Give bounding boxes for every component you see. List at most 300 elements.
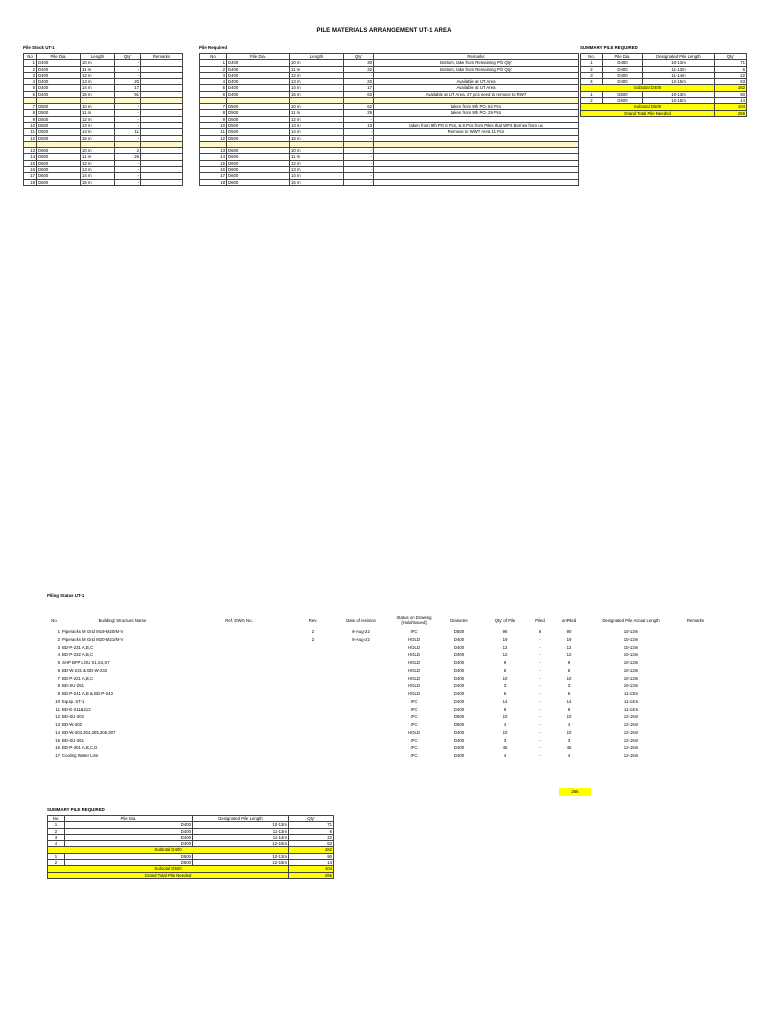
cell-unpiled: 10 [566, 714, 572, 720]
cell-dia: D500 [603, 98, 643, 104]
cell-dwg [184, 729, 294, 737]
subtotal-label: Subtotal D400 [581, 85, 715, 91]
cell-qty: 14 [502, 698, 508, 704]
cell-dia: D600 [227, 173, 290, 179]
cell-qty: 63 [715, 79, 747, 85]
cell-qty: - [115, 123, 141, 129]
table-row [47, 690, 717, 698]
cell-no: 2 [200, 66, 227, 72]
cell-dwg [184, 644, 294, 652]
table-row [47, 706, 717, 714]
cell-no: 18 [24, 179, 37, 185]
cell-no: 16 [55, 745, 60, 751]
summary-bottom-caption: SUMMARY PILE REQUIRED [47, 807, 105, 812]
cell-no: 5 [200, 85, 227, 91]
cell-piled: - [539, 660, 541, 665]
cell-name: BD-P-231 A,B,C [62, 644, 94, 650]
cell-piled: - [539, 737, 541, 743]
piling-status-table [47, 614, 717, 760]
cell-dia: D500 [37, 129, 81, 135]
cell-piled: - [539, 636, 541, 642]
cell-date: 9-Aug-22 [352, 629, 370, 634]
cell-no: 10 [24, 123, 37, 129]
cell-length: 11 m [81, 110, 115, 116]
cell-dia: D400 [453, 753, 465, 758]
cell-name: Piperacks M Grid M19-M20/M-V [62, 629, 124, 634]
cell-no: 8 [24, 110, 37, 116]
cell-piled: - [539, 729, 541, 735]
cell-dia: D400 [603, 60, 643, 66]
cell-qty: - [115, 166, 141, 172]
cell-dia: D400 [453, 729, 465, 735]
table-row [200, 179, 579, 185]
cell-remarks [674, 690, 717, 698]
cell-len: 12-15m [643, 79, 715, 85]
cell-name: BD-P-301 A,B,C,D [62, 745, 98, 751]
header-cell: Length [81, 54, 115, 60]
cell-dwg [184, 682, 294, 690]
cell-dia: D400 [453, 737, 465, 743]
cell-qty: - [115, 116, 141, 122]
cell-no: 3 [48, 834, 65, 840]
cell-no: 6 [24, 91, 37, 97]
cell-no: 8 [57, 683, 60, 689]
cell-status: HOLD [408, 644, 420, 650]
table-row [47, 698, 717, 706]
cell-length: 14 m [81, 173, 115, 179]
table-row [47, 752, 717, 760]
cell-date [332, 729, 390, 737]
cell-status: IFC [410, 737, 418, 743]
cell-unpiled: 6 [567, 691, 571, 696]
cell-dia: D500 [453, 629, 465, 634]
cell-rev: 2 [311, 629, 315, 634]
cell-qty: 71 [715, 60, 747, 66]
cell-date [332, 698, 390, 706]
cell-remarks [674, 721, 717, 729]
cell-no: 12 [200, 135, 227, 141]
cell-length: 14 m [81, 129, 115, 135]
table-row [47, 744, 717, 752]
cell-remarks: Remove to WWT Area 11 Pcs [374, 129, 579, 135]
subtotal-label: Grand Total Pile Needed [581, 110, 715, 116]
cell-no: 1 [200, 60, 227, 66]
cell-qty: 29 [344, 110, 374, 116]
cell-no: 5 [57, 660, 60, 665]
cell-len: 10-13m [623, 636, 639, 642]
cell-no: 13 [55, 722, 60, 727]
cell-length: 15 m [290, 135, 344, 141]
cell-no: 2 [581, 98, 603, 104]
cell-unpiled: 9 [567, 660, 571, 665]
cell-rev [294, 651, 332, 659]
cell-qty: 10 [502, 729, 508, 735]
cell-no: 12 [55, 714, 60, 720]
header-cell: Pile Dia. [65, 816, 193, 822]
cell-rev [294, 744, 332, 752]
subtotal-label: Subtotal D500 [48, 866, 289, 872]
cell-date [332, 682, 390, 690]
cell-length: 15 m [81, 91, 115, 97]
cell-len: 10-13m [623, 667, 639, 673]
cell-piled: - [539, 652, 541, 658]
cell-qty: - [344, 148, 374, 154]
cell-status: HOLD [408, 683, 420, 689]
cell-no: 10 [55, 698, 60, 704]
cell-dia: D400 [603, 66, 643, 72]
cell-length: 12 m [290, 116, 344, 122]
cell-qty: - [344, 72, 374, 78]
cell-piled: - [539, 691, 541, 696]
cell-len: 10-13m [623, 629, 639, 634]
cell-remarks [674, 752, 717, 760]
cell-remarks [674, 651, 717, 659]
cell-name: BD-P-232 A,B,C [62, 652, 94, 658]
cell-length: 12 m [81, 72, 115, 78]
header-cell: Qty' of Pile [494, 617, 516, 623]
header-cell: Rev. [308, 617, 318, 623]
cell-unpiled: 14 [566, 698, 572, 704]
cell-rev: 2 [311, 636, 315, 642]
cell-dwg [184, 744, 294, 752]
cell-len: 10-13m [623, 644, 639, 650]
cell-dia: D400 [453, 675, 465, 681]
cell-unpiled: 4 [567, 753, 571, 758]
cell-no: 1 [24, 60, 37, 66]
cell-rev [294, 675, 332, 683]
cell-no: 14 [55, 729, 60, 735]
cell-len: 12-15m [623, 753, 639, 758]
header-cell: No [24, 54, 37, 60]
cell-remarks [674, 706, 717, 714]
cell-no: 11 [55, 706, 60, 712]
cell-dia: D400 [37, 85, 81, 91]
cell-status: IFC [410, 629, 418, 634]
cell-qty: 8 [503, 706, 507, 712]
cell-no: 15 [200, 160, 227, 166]
cell-qty: 22 [715, 72, 747, 78]
cell-dia: D400 [227, 85, 290, 91]
cell-status: IFC [410, 753, 418, 758]
cell-no: 11 [24, 129, 37, 135]
cell-remarks [141, 179, 183, 185]
cell-dia: D500 [37, 110, 81, 116]
header-cell: Qty' [289, 816, 334, 822]
cell-no: 16 [200, 166, 227, 172]
header-cell: Pile Dia. [37, 54, 81, 60]
header-cell: Qty' [344, 54, 374, 60]
subtotal-label: Subtotal D500 [581, 104, 715, 110]
header-cell: No. [48, 816, 65, 822]
cell-dia: D500 [453, 722, 465, 727]
cell-no: 3 [57, 644, 60, 650]
cell-qty: 3 [503, 683, 507, 689]
cell-dwg [184, 690, 294, 698]
header-cell: Designated Pile Actual Length [602, 617, 660, 623]
subtotal-qty: 162 [289, 847, 334, 853]
cell-remarks [674, 659, 717, 667]
cell-no: 7 [24, 104, 37, 110]
cell-date [332, 675, 390, 683]
cell-dia: D400 [453, 652, 465, 658]
header-cell: Designated Pile Length [643, 54, 715, 60]
cell-unpiled: 4 [567, 722, 571, 727]
cell-qty: 17 [115, 85, 141, 91]
cell-len: 12-15m [643, 98, 715, 104]
cell-dia: D400 [227, 91, 290, 97]
cell-dia: D500 [227, 104, 290, 110]
cell-dia: D500 [37, 104, 81, 110]
cell-no: 13 [200, 148, 227, 154]
cell-qty: 20 [115, 79, 141, 85]
cell-dia: D600 [37, 166, 81, 172]
cell-length: 14 m [290, 173, 344, 179]
header-cell: Qty' [715, 54, 747, 60]
cell-status: IFC [410, 745, 418, 751]
cell-rev [294, 737, 332, 745]
cell-piled: - [539, 722, 541, 727]
subtotal-qty: 104 [715, 104, 747, 110]
cell-status: HOLD [408, 729, 420, 735]
cell-length: 11 m [290, 110, 344, 116]
cell-status: HOLD [408, 675, 420, 681]
cell-length: 12 m [290, 160, 344, 166]
cell-dia: D600 [227, 166, 290, 172]
cell-dia: D400 [65, 828, 193, 834]
cell-dia: D500 [37, 116, 81, 122]
cell-name: BD-P-221 A,B,C [62, 675, 94, 681]
cell-qty: - [344, 173, 374, 179]
cell-remarks [674, 744, 717, 752]
cell-dwg [184, 752, 294, 760]
header-cell: Building/ Structure Name [98, 617, 147, 623]
cell-dia: D500 [227, 110, 290, 116]
cell-dia: D400 [453, 706, 465, 712]
cell-qty: 12 [502, 644, 508, 650]
cell-dia: D600 [37, 160, 81, 166]
cell-dia: D400 [227, 60, 290, 66]
cell-dia: D400 [453, 636, 465, 642]
cell-unpiled: 3 [567, 737, 571, 743]
cell-len: 10-13m [193, 853, 289, 859]
cell-dia: D400 [603, 79, 643, 85]
header-cell: Ref. DWG No. [225, 617, 253, 623]
cell-rev [294, 729, 332, 737]
cell-dia: D400 [65, 841, 193, 847]
cell-len: 12-15m [623, 737, 639, 743]
cell-dia: D400 [453, 698, 465, 704]
cell-no: 16 [24, 166, 37, 172]
table-row [47, 675, 717, 683]
cell-dia: D600 [37, 154, 81, 160]
cell-length: 10 m [81, 148, 115, 154]
cell-remarks [674, 628, 717, 636]
cell-dwg [184, 721, 294, 729]
cell-length: 11 m [290, 154, 344, 160]
piling-status-caption: Piling Status UT-1 [47, 593, 85, 598]
cell-length: 13 m [290, 123, 344, 129]
cell-no: 2 [48, 860, 65, 866]
cell-rev [294, 690, 332, 698]
cell-length: 12 m [290, 72, 344, 78]
cell-status: HOLD [408, 660, 420, 665]
cell-dwg [184, 667, 294, 675]
cell-dia: D500 [227, 135, 290, 141]
cell-no: 8 [200, 110, 227, 116]
table-row [47, 729, 717, 737]
cell-qty: 11 [115, 129, 141, 135]
cell-remarks [674, 675, 717, 683]
cell-name: BD-SU-302 [62, 714, 84, 720]
table-row [47, 713, 717, 721]
cell-dia: D400 [65, 834, 193, 840]
cell-len: 10-13m [623, 683, 639, 689]
cell-qty: 6 [715, 66, 747, 72]
cell-dwg [184, 675, 294, 683]
cell-no: 4 [581, 79, 603, 85]
cell-no: 4 [200, 79, 227, 85]
cell-no: 6 [200, 91, 227, 97]
header-cell: Status on Drawing [Hold/Issued] [396, 615, 432, 625]
cell-name: BD-SU-251 [62, 683, 84, 689]
cell-len: 11-13m [623, 691, 639, 696]
cell-qty: 26 [115, 154, 141, 160]
cell-len: 11-14m [643, 72, 715, 78]
cell-dia: D400 [65, 822, 193, 828]
cell-qty: 13 [344, 123, 374, 129]
cell-qty: - [115, 66, 141, 72]
header-cell: Pile Dia. [227, 54, 290, 60]
cell-piled: 6 [538, 629, 542, 634]
cell-dwg [184, 659, 294, 667]
cell-dia: D500 [227, 129, 290, 135]
cell-len: 11-14m [193, 834, 289, 840]
header-cell: No. [581, 54, 603, 60]
cell-date [332, 752, 390, 760]
cell-date [332, 721, 390, 729]
cell-no: 10 [200, 123, 227, 129]
cell-name: BD-W-302 [62, 722, 82, 727]
cell-dwg [184, 651, 294, 659]
cell-qty: 90 [289, 853, 334, 859]
cell-rev [294, 706, 332, 714]
cell-name: BD-E-211&212 [62, 706, 91, 712]
cell-qty: 63 [344, 91, 374, 97]
cell-remarks [674, 713, 717, 721]
cell-qty: 19 [502, 636, 508, 642]
cell-qty: 3 [503, 737, 507, 743]
cell-qty: 6 [503, 667, 507, 673]
cell-rev [294, 667, 332, 675]
cell-dwg [184, 628, 294, 636]
subtotal-qty: 162 [715, 85, 747, 91]
cell-no: 3 [24, 72, 37, 78]
cell-rev [294, 659, 332, 667]
cell-qty: 4 [503, 753, 507, 758]
summary-top-caption: SUMMARY PILE REQUIRED [580, 45, 638, 50]
header-cell: Pile Dia. [603, 54, 643, 60]
table-row [47, 659, 717, 667]
cell-len: 11-14m [623, 706, 639, 712]
cell-qty: 46 [502, 745, 508, 751]
cell-len: 12-15m [623, 729, 639, 735]
cell-qty: 4 [503, 722, 507, 727]
cell-qty: 62 [344, 104, 374, 110]
cell-piled: - [539, 753, 541, 758]
subtotal-qty: 104 [289, 866, 334, 872]
table-row [47, 636, 717, 644]
cell-length: 13 m [81, 123, 115, 129]
cell-remarks: taken from 9th PO, 62 Pcs [374, 104, 579, 110]
cell-date [332, 651, 390, 659]
cell-dia: D600 [37, 148, 81, 154]
cell-no: 3 [200, 72, 227, 78]
cell-qty: - [344, 160, 374, 166]
cell-no: 3 [581, 72, 603, 78]
cell-length: 12 m [81, 116, 115, 122]
header-cell: unPiled [561, 617, 577, 623]
cell-unpiled: 6 [567, 667, 571, 673]
cell-qty: 10 [502, 714, 508, 720]
cell-qty: - [344, 179, 374, 185]
cell-dia: D400 [37, 66, 81, 72]
cell-remarks: Available at UT Area [374, 85, 579, 91]
cell-length: 10 m [81, 104, 115, 110]
cell-date [332, 744, 390, 752]
cell-piled: - [539, 745, 541, 751]
cell-rev [294, 644, 332, 652]
cell-rev [294, 682, 332, 690]
cell-len: 12-15m [193, 860, 289, 866]
cell-len: 12-15m [623, 714, 639, 720]
cell-qty: 63 [289, 841, 334, 847]
subtotal-row [581, 110, 747, 116]
cell-len: 12-15m [623, 745, 639, 751]
cell-piled: - [539, 698, 541, 704]
cell-qty: - [115, 179, 141, 185]
cell-len: 12-15m [193, 841, 289, 847]
cell-len: 11-13m [193, 828, 289, 834]
header-cell: Qty' [115, 54, 141, 60]
cell-dia: D500 [37, 135, 81, 141]
cell-length: 10 m [81, 60, 115, 66]
cell-dia: D600 [227, 179, 290, 185]
cell-no: 4 [24, 79, 37, 85]
cell-remarks: taken from 9th PO, 29 Pcs [374, 110, 579, 116]
header-cell: Designated Pile Length [193, 816, 289, 822]
cell-remarks: Available at UT Area, 27 pcs need to remove to RWT [374, 91, 579, 97]
cell-length: 14 m [290, 129, 344, 135]
cell-dia: D500 [227, 123, 290, 129]
cell-status: HOLD [408, 667, 420, 673]
cell-unpiled: 3 [567, 683, 571, 689]
cell-remarks [674, 644, 717, 652]
cell-no: 15 [55, 737, 60, 743]
table-row [47, 721, 717, 729]
header-cell: Remarks [686, 617, 705, 623]
cell-dia: D400 [453, 745, 465, 751]
cell-no: 1 [581, 60, 603, 66]
header-cell: Piled [535, 617, 545, 623]
cell-date [332, 737, 390, 745]
subtotal-row [48, 872, 334, 878]
cell-dia: D400 [227, 79, 290, 85]
cell-dia: D500 [603, 91, 643, 97]
cell-unpiled: 10 [566, 729, 572, 735]
unpiled-total: 266 [559, 788, 591, 796]
cell-date [332, 659, 390, 667]
cell-remarks [674, 698, 717, 706]
